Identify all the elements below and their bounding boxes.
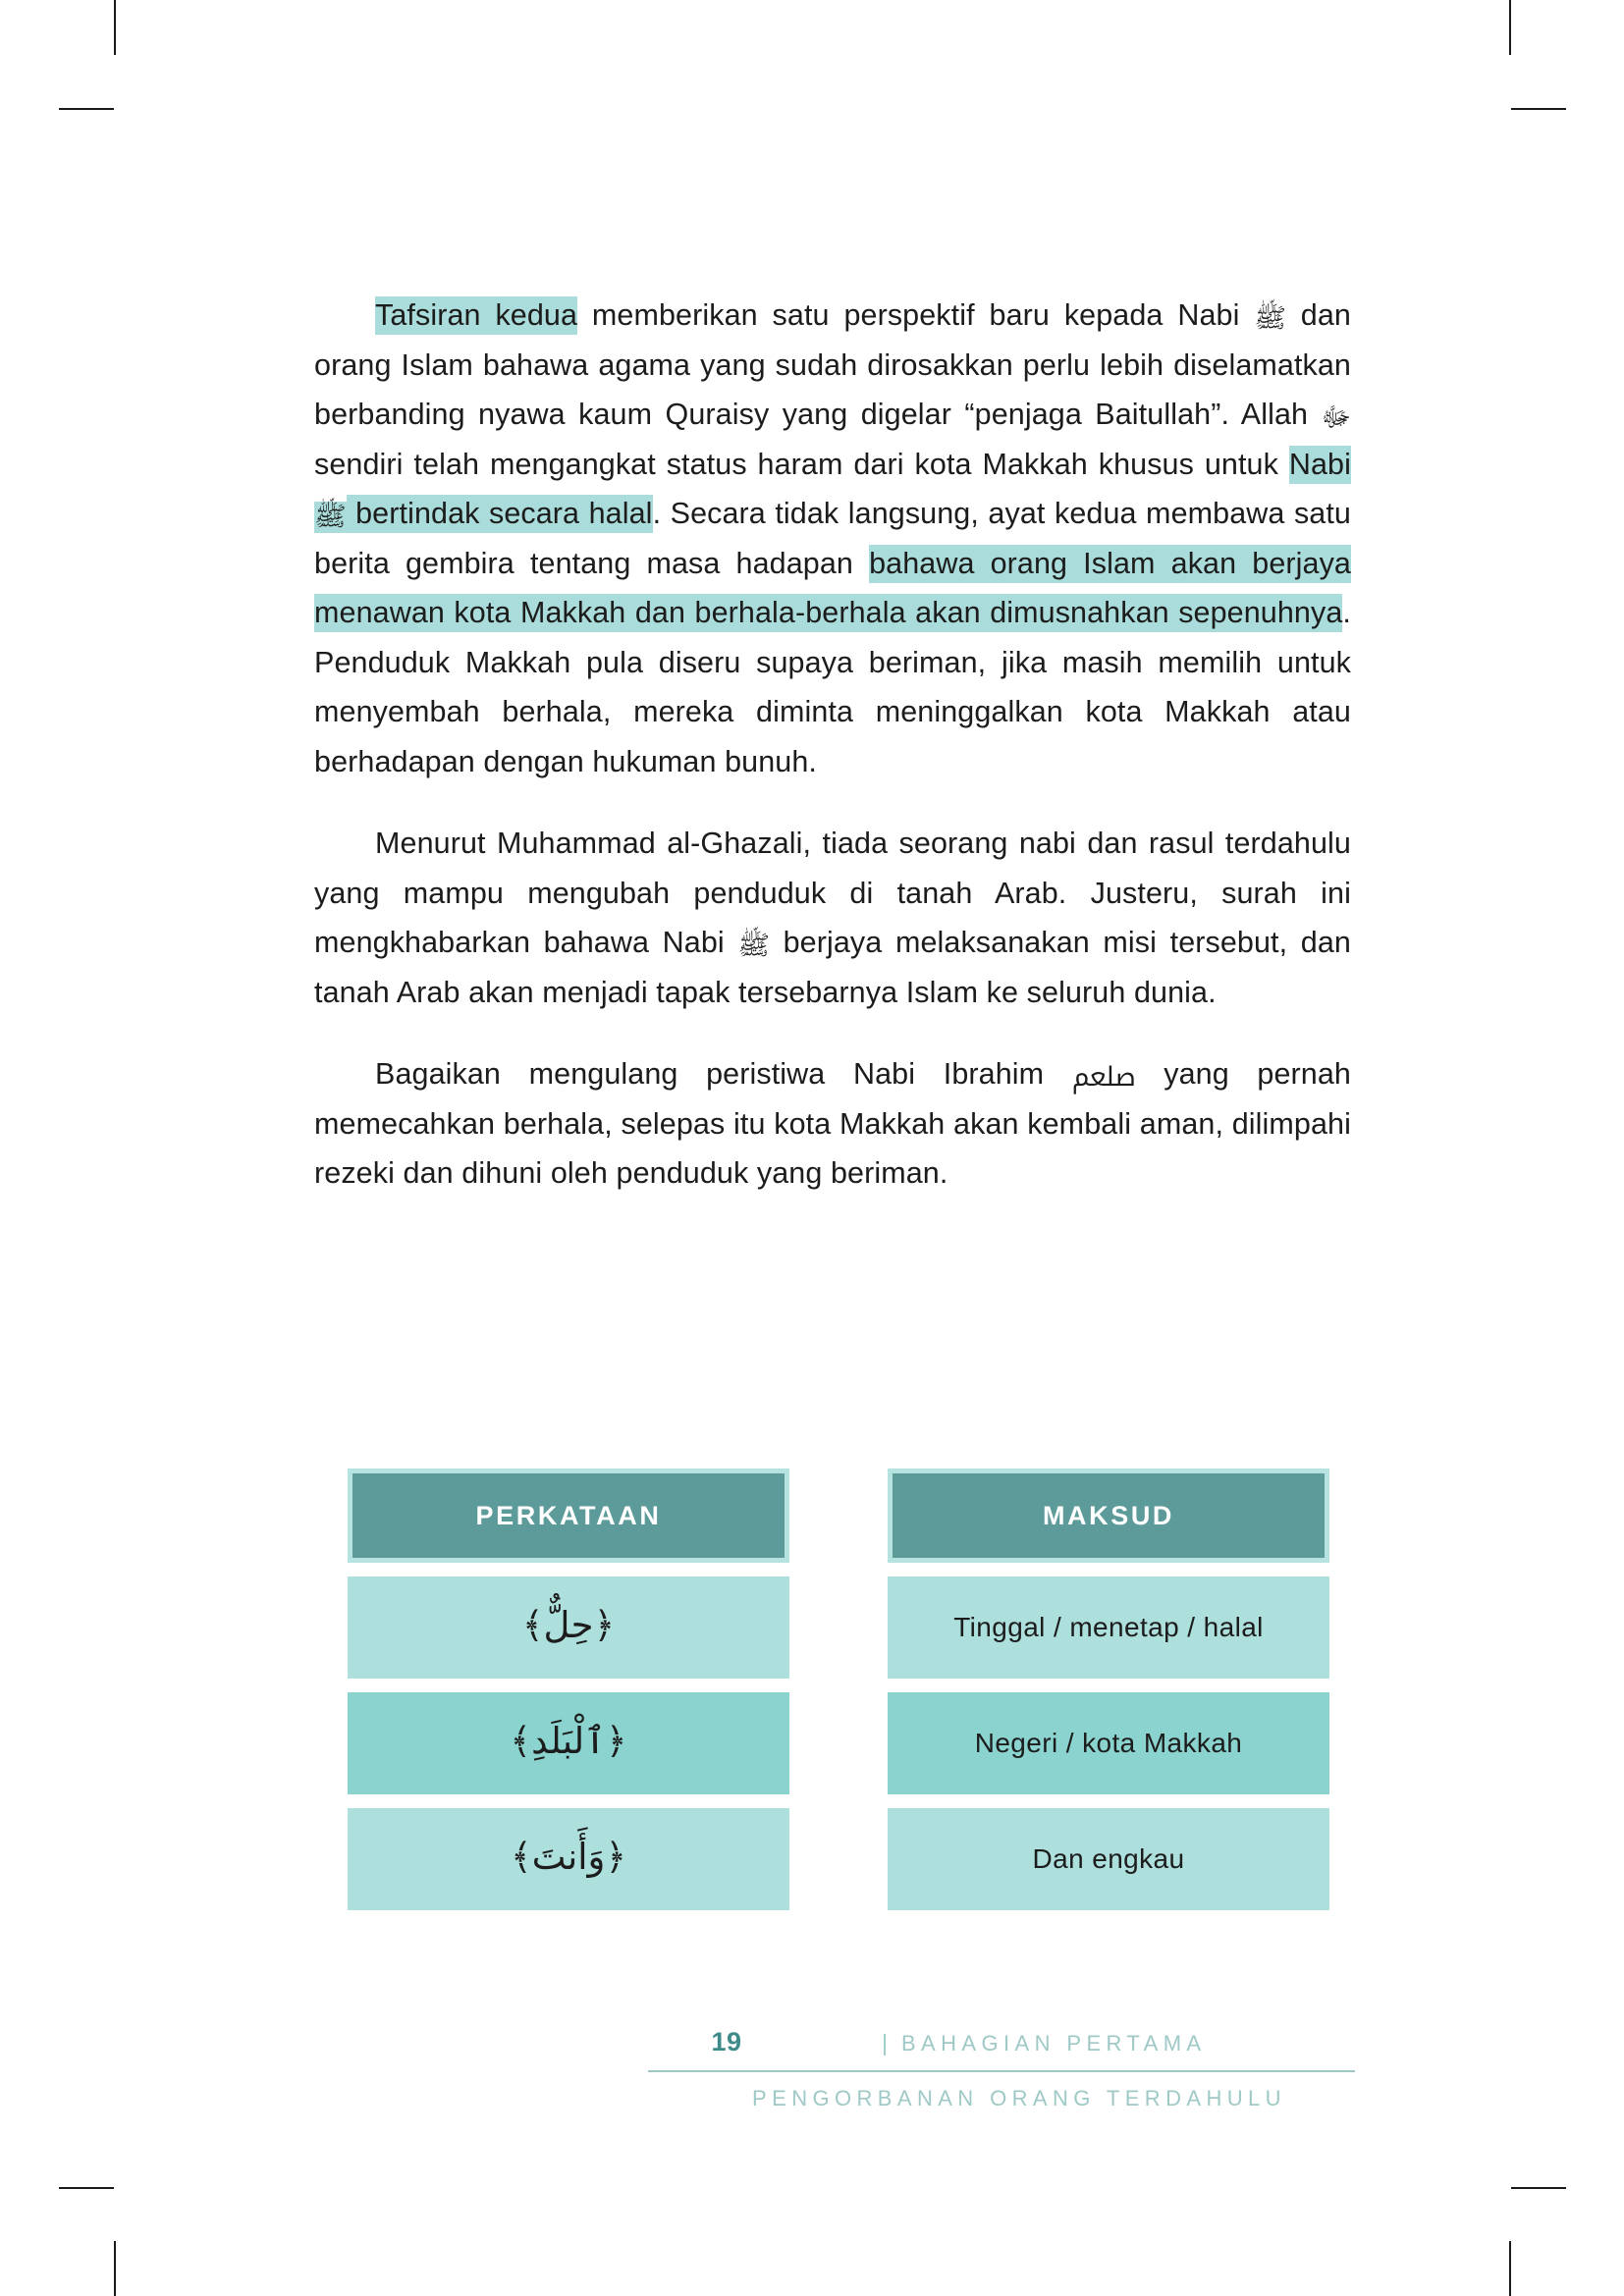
crop-mark-top-right-vertical	[1509, 0, 1511, 55]
highlighted-text: Tafsiran kedua	[375, 296, 577, 335]
footer-divider-glyph: |	[882, 2030, 888, 2056]
table-header-maksud: MAKSUD	[888, 1468, 1329, 1563]
crop-mark-bottom-left-vertical	[114, 2241, 116, 2296]
page-number: 19	[711, 2027, 742, 2056]
body-text: Menurut Muhammad al-Ghazali, tiada seorang nabi dan rasul terdahulu yang mampu mengubah penduduk di tanah Arab. Justeru, surah ini mengkhabarkan bahawa Nabi	[314, 827, 1351, 959]
honorific-symbol: ﷻ	[1321, 402, 1351, 433]
honorific-symbol: ﷺ	[737, 931, 771, 961]
highlighted-text: bertindak secara halal	[347, 495, 653, 533]
page-body	[314, 291, 1351, 1231]
footer-top-row	[648, 2027, 1355, 2066]
crop-mark-top-right-horizontal	[1511, 108, 1566, 110]
crop-mark-top-left-horizontal	[59, 108, 114, 110]
crop-mark-bottom-right-vertical	[1509, 2241, 1511, 2296]
body-text: . Secara tidak langsung, ayat kedua membawa satu berita gembira tentang masa hadapan	[314, 497, 1351, 580]
footer-subtitle: PENGORBANAN ORANG TERDAHULU	[752, 2086, 1286, 2110]
honorific-symbol: ﷵ	[1071, 1062, 1136, 1093]
table-row: Tinggal / menetap / halal	[888, 1576, 1329, 1679]
table-row: Dan engkau	[888, 1808, 1329, 1910]
paragraph-1	[314, 291, 1351, 786]
honorific-symbol: ﷺ	[314, 502, 347, 532]
vocabulary-table	[348, 1468, 1329, 1910]
table-header-perkataan: PERKATAAN	[348, 1468, 789, 1563]
paragraph-2	[314, 819, 1351, 1017]
page-footer	[648, 2027, 1355, 2111]
footer-part-label: BAHAGIAN PERTAMA	[900, 2031, 1207, 2056]
vocabulary-column-meaning	[888, 1468, 1329, 1910]
body-text: memberikan satu perspektif baru kepada Nabi	[577, 298, 1255, 332]
vocabulary-column-word	[348, 1468, 789, 1910]
paragraph-3	[314, 1049, 1351, 1199]
highlighted-text: Nabi	[1289, 446, 1351, 484]
crop-mark-bottom-right-horizontal	[1511, 2187, 1566, 2189]
crop-mark-bottom-left-horizontal	[59, 2187, 114, 2189]
highlighted-text: bahawa orang Islam akan berjaya menawan kota Makkah dan berhala-berhala akan dimusnahkan sepenuhnya	[314, 545, 1351, 633]
table-row: Negeri / kota Makkah	[888, 1692, 1329, 1794]
body-text: sendiri telah mengangkat status haram dari kota Makkah khusus untuk	[314, 447, 1289, 481]
table-row: ﴿حِلٌّ﴾	[348, 1576, 789, 1679]
footer-rule	[648, 2070, 1355, 2072]
crop-mark-top-left-vertical	[114, 0, 116, 55]
body-text: Bagaikan mengulang peristiwa Nabi Ibrahim	[375, 1057, 1072, 1091]
body-text: . Penduduk Makkah pula diseru supaya beriman, jika masih memilih untuk menyembah berhala, mereka diminta meninggalkan kota Makkah atau berhadapan dengan hukuman bunuh.	[314, 596, 1351, 778]
body-text: dan orang Islam bahawa agama yang sudah dirosakkan perlu lebih diselamatkan berbanding nyawa kaum Quraisy yang digelar “penjaga Baitullah”. Allah	[314, 298, 1351, 431]
table-row: ﴿ٱلْبَلَدِ﴾	[348, 1692, 789, 1794]
honorific-symbol: ﷺ	[1254, 303, 1286, 334]
table-row: ﴿وَأَنتَ﴾	[348, 1808, 789, 1910]
body-text: berjaya melaksanakan misi tersebut, dan tanah Arab akan menjadi tapak tersebarnya Islam ke seluruh dunia.	[314, 926, 1351, 1009]
body-text: yang pernah memecahkan berhala, selepas itu kota Makkah akan kembali aman, dilimpahi rezeki dan dihuni oleh penduduk yang beriman.	[314, 1057, 1351, 1190]
